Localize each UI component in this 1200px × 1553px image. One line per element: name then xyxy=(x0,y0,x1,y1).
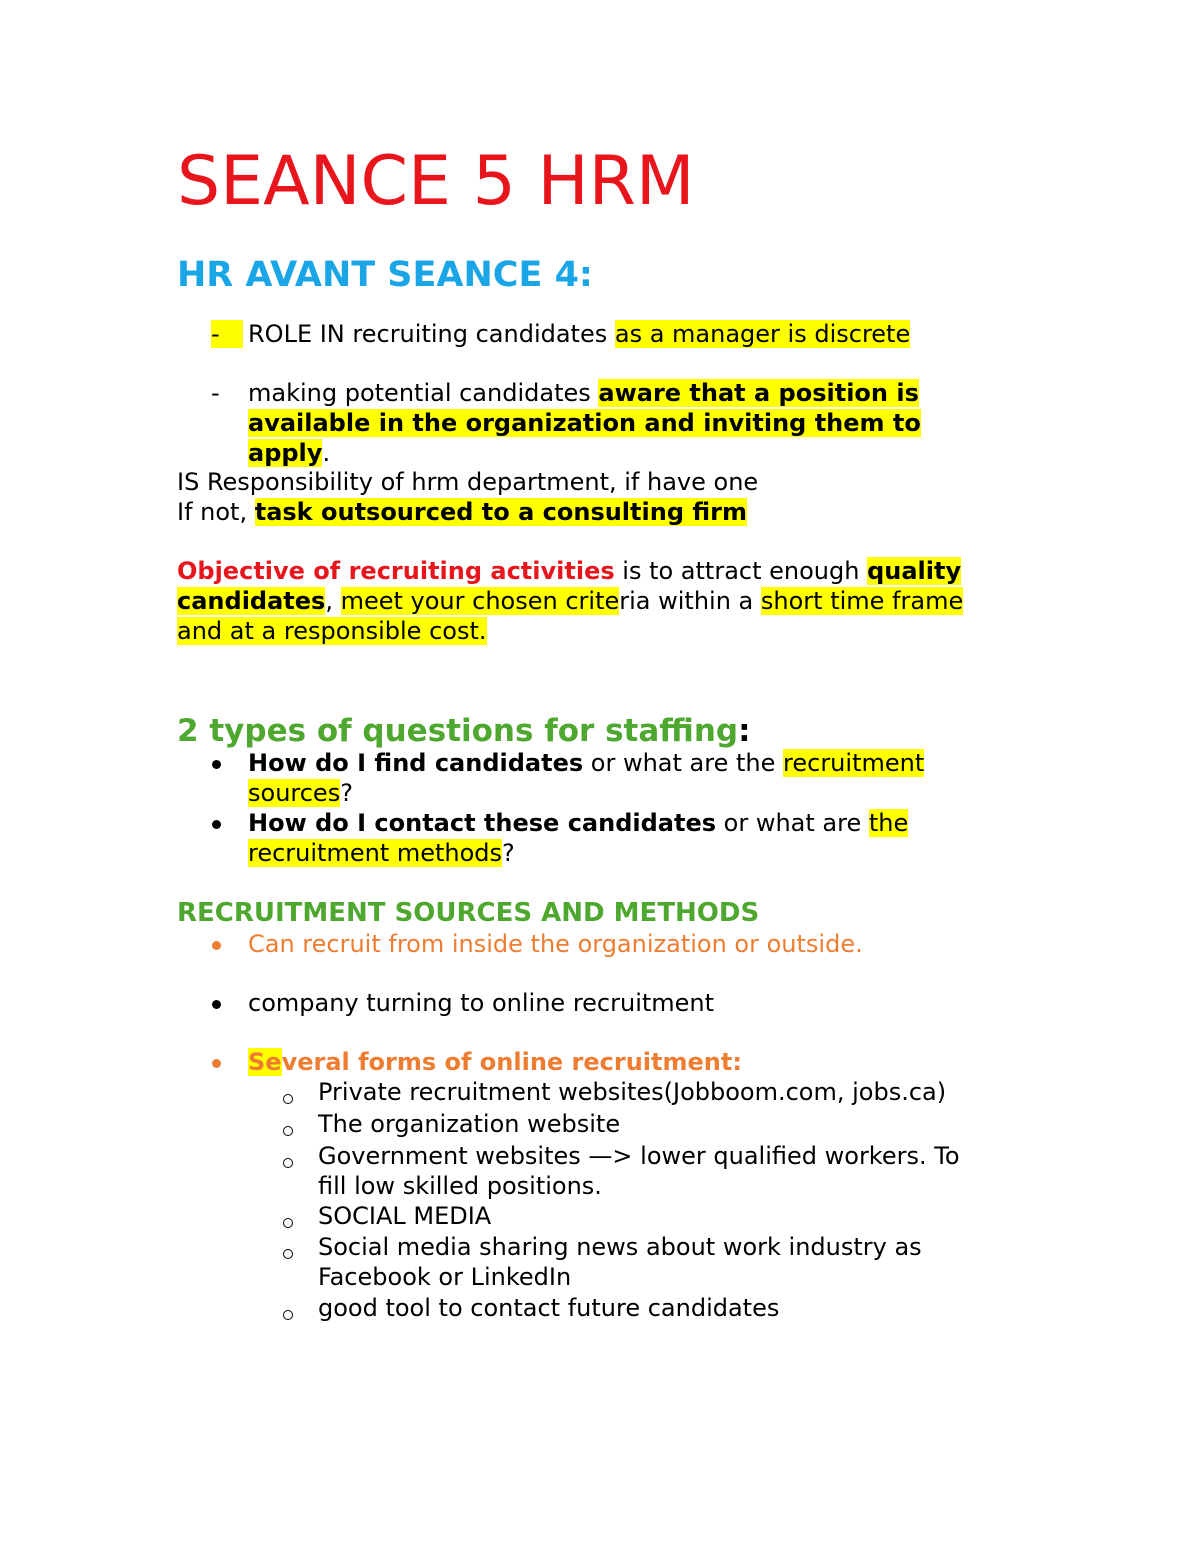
objective-quality: quality xyxy=(867,557,962,585)
questions-heading-text: 2 types of questions for staffing xyxy=(177,713,739,749)
question-2-highlight: the xyxy=(868,809,909,837)
questions-heading xyxy=(177,711,751,751)
if-not-prefix: If not, xyxy=(177,498,255,526)
dash-item-role-highlight: as a manager is discrete xyxy=(614,320,911,348)
bullet-icon xyxy=(212,1059,221,1068)
objective-text: is to attract enough xyxy=(614,557,868,585)
sub-item-private-websites: Private recruitment websites(Jobboom.com, jobs.ca) xyxy=(318,1078,947,1106)
sub-item-social-sharing-cont: Facebook or LinkedIn xyxy=(318,1263,572,1291)
dash-item-making-highlight-3: apply xyxy=(248,439,323,467)
dash-item-making-text: making potential candidates xyxy=(248,379,599,407)
bullet-icon xyxy=(212,820,221,829)
dash-item-making-highlight-2: available in the organization and inviting them to xyxy=(248,409,921,437)
question-1-line2 xyxy=(248,778,353,808)
question-2-highlight-2: recruitment methods xyxy=(248,839,503,867)
online-forms-text: veral forms of online recruitment: xyxy=(281,1048,742,1076)
dash-item-making-highlight: aware that a position is xyxy=(598,379,919,407)
section-heading-hr-avant: HR AVANT SEANCE 4: xyxy=(177,255,593,295)
objective-cost: and at a responsible cost. xyxy=(177,617,487,645)
bullet-icon xyxy=(212,760,221,769)
sub-item-government-websites-cont: fill low skilled positions. xyxy=(318,1172,602,1200)
question-2-line1 xyxy=(248,808,908,838)
question-2-text: or what are xyxy=(716,809,869,837)
objective-criteria: meet your chosen crite xyxy=(340,587,620,615)
objective-candidates: candidates xyxy=(177,587,326,615)
questions-heading-colon: : xyxy=(738,713,751,749)
objective-line3 xyxy=(177,616,487,646)
dash-item-making-line1 xyxy=(248,378,919,408)
if-not-line xyxy=(177,497,747,527)
dash-item-making-line3 xyxy=(248,438,330,468)
objective-line1 xyxy=(177,556,961,586)
question-1-suffix: ? xyxy=(340,779,353,807)
objective-criteria-rest: ria within a xyxy=(619,587,761,615)
dash-marker: - xyxy=(211,319,243,349)
bullet-icon xyxy=(212,1000,221,1009)
objective-comma: , xyxy=(325,587,341,615)
question-1-highlight: recruitment xyxy=(783,749,925,777)
question-1-highlight-2: sources xyxy=(248,779,341,807)
objective-line2 xyxy=(177,586,963,616)
if-not-highlight: task outsourced to a consulting firm xyxy=(254,498,747,526)
circle-bullet-icon xyxy=(283,1126,293,1136)
circle-bullet-icon xyxy=(283,1249,293,1259)
circle-bullet-icon xyxy=(283,1158,293,1168)
dash-item-making-suffix: . xyxy=(322,439,331,467)
sources-heading: RECRUITMENT SOURCES AND METHODS xyxy=(177,898,760,928)
dash-item-role xyxy=(248,319,910,349)
dash-item-making-line2 xyxy=(248,408,921,438)
bullet-icon xyxy=(212,941,221,950)
dash-marker: - xyxy=(211,379,220,407)
question-2-bold: How do I contact these candidates xyxy=(248,809,717,837)
objective-label: Objective of recruiting activities xyxy=(177,557,615,585)
sub-item-organization-website: The organization website xyxy=(318,1110,621,1138)
objective-short-time: short time frame xyxy=(760,587,964,615)
sub-item-social-media: SOCIAL MEDIA xyxy=(318,1202,492,1230)
question-1-bold: How do I find candidates xyxy=(248,749,584,777)
online-forms-highlight: Se xyxy=(248,1048,282,1076)
circle-bullet-icon xyxy=(283,1218,293,1228)
document-title: SEANCE 5 HRM xyxy=(177,142,695,221)
question-2-suffix: ? xyxy=(502,839,515,867)
question-1-line1 xyxy=(248,748,924,778)
question-1-text: or what are the xyxy=(583,749,784,777)
responsibility-line: IS Responsibility of hrm department, if have one xyxy=(177,468,759,496)
online-forms-heading xyxy=(248,1047,742,1077)
sources-item-online: company turning to online recruitment xyxy=(248,989,715,1017)
sources-item-inside-outside: Can recruit from inside the organization or outside. xyxy=(248,930,863,958)
sub-item-government-websites: Government websites —> lower qualified workers. To xyxy=(318,1142,960,1170)
sub-item-social-sharing: Social media sharing news about work industry as xyxy=(318,1233,922,1261)
question-2-line2 xyxy=(248,838,515,868)
sub-item-good-tool: good tool to contact future candidates xyxy=(318,1294,780,1322)
circle-bullet-icon xyxy=(283,1094,293,1104)
dash-item-role-text: ROLE IN recruiting candidates xyxy=(248,320,615,348)
circle-bullet-icon xyxy=(283,1310,293,1320)
